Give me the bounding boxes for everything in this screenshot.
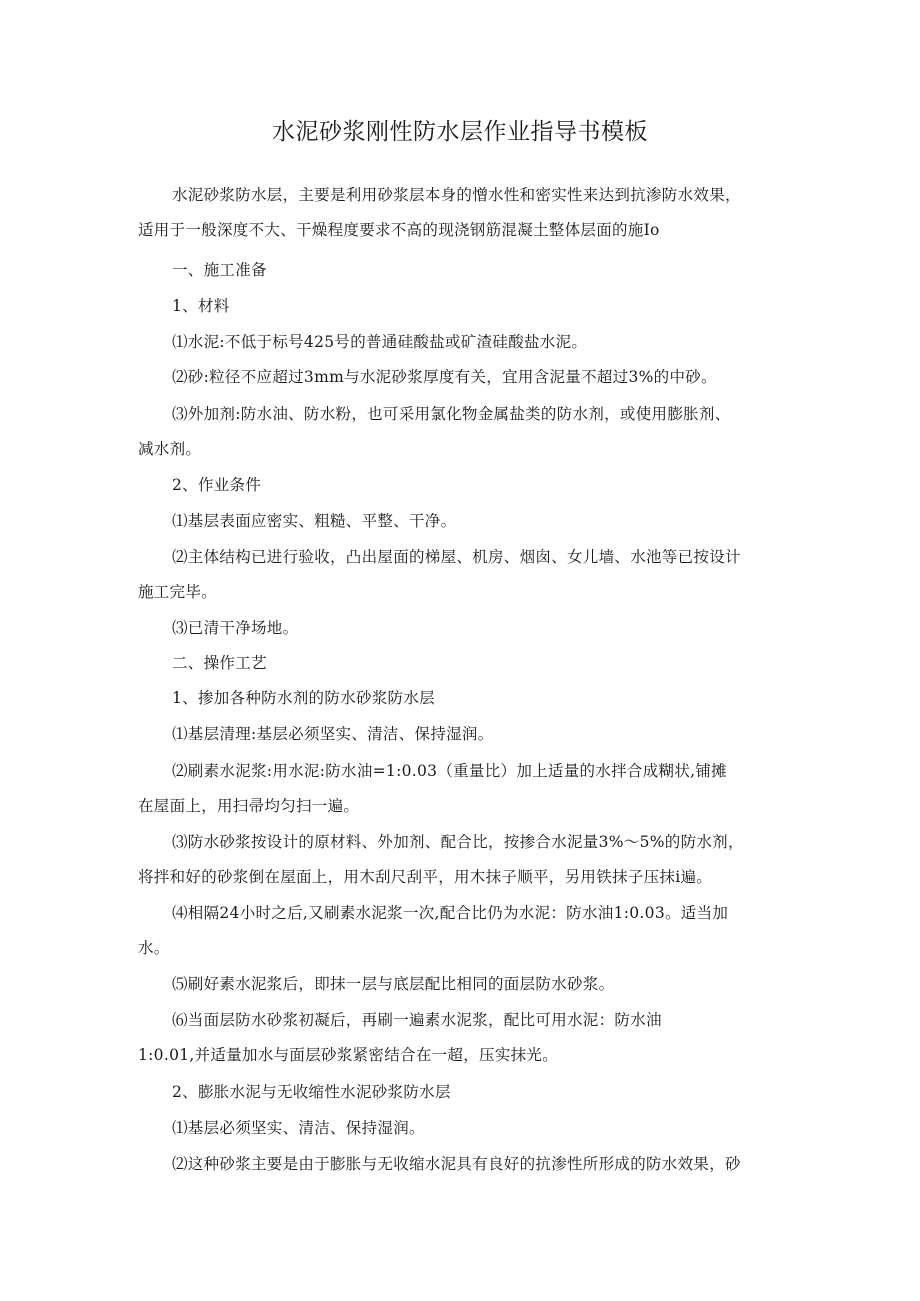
text-line: ⑴基层清理:基层必须坚实、清洁、保持湿润。 [172,725,494,743]
list-item-cement-slurry [138,754,786,823]
text-line: 1:0.01,并适量加水与面层砂浆紧密结合在一超，压实抹光。 [138,1045,559,1064]
text-line: ⑶已清干净场地。 [172,619,299,637]
list-item-surface-layer [138,967,786,1002]
text-line: ⑶防水砂浆按设计的原材料、外加剂、配合比，按掺合水泥量3%～5%的防水剂， [172,833,744,851]
subheading-work-conditions [138,468,786,503]
subheading-expansive-cement [138,1075,786,1110]
text-line: ⑵砂:粒径不应超过3mm与水泥砂浆厚度有关，宜用含泥量不超过3%的中砂。 [172,368,717,386]
list-item-final-slurry [138,1003,786,1072]
text-line: ⑵这种砂浆主要是由于膨胀与无收缩水泥具有良好的抗渗性所形成的防水效果，砂 [172,1155,741,1173]
text-line: 1、材料 [172,297,230,315]
text-line: 2、膨胀水泥与无收缩性水泥砂浆防水层 [172,1083,451,1101]
subheading-waterproof-mortar [138,681,786,716]
text-line: ⑴基层表面应密实、粗糙、平整、干净。 [172,512,457,530]
text-line: 将拌和好的砂浆倒在屋面上，用木刮尺刮平，用木抹子顺平，另用铁抹子压抹i遍。 [138,867,713,886]
text-line: ⑷相隔24小时之后,又刷素水泥浆一次,配合比仍为水泥：防水油1:0.03。适当加 [172,904,729,922]
text-line: 适用于一般深度不大、干燥程度要求不高的现浇钢筋混凝土整体层面的施Io [138,220,660,239]
text-line: ⑵主体结构已进行验收，凸出屋面的梯屋、机房、烟囱、女儿墙、水池等已按设计 [172,548,741,566]
list-item-24-hours [138,896,786,965]
text-line: 施工完毕。 [138,582,218,601]
text-line: ⑴基层必须坚实、清洁、保持湿润。 [172,1119,425,1137]
document-title: 水泥砂浆刚性防水层作业指导书模板 [272,119,648,145]
subheading-materials [138,289,786,324]
text-line: 1、掺加各种防水剂的防水砂浆防水层 [172,689,435,707]
text-line: ⑴水泥:不低于标号425号的普通硅酸盐或矿渣硅酸盐水泥。 [172,333,588,351]
section-heading-process [138,646,786,681]
list-item-site-cleared [138,611,786,646]
list-item-cement [138,325,786,360]
text-line: ⑶外加剂:防水油、防水粉，也可采用氯化物金属盐类的防水剂，或使用膨胀剂、 [172,405,731,423]
text-line: 水泥砂浆防水层，主要是利用砂浆层本身的憎水性和密实性来达到抗渗防水效果， [172,186,741,204]
list-item-admixture [138,397,786,466]
list-item-sand [138,360,786,395]
list-item-base-surface [138,504,786,539]
text-line: 二、操作工艺 [172,654,267,672]
text-line: 2、作业条件 [172,476,262,494]
text-line: ⑹当面层防水砂浆初凝后，再刷一遍素水泥浆，配比可用水泥：防水油 [172,1011,662,1029]
text-line: 减水剂。 [138,439,202,458]
list-item-base-cleaning [138,717,786,752]
list-item-mortar-principle [138,1147,786,1182]
list-item-base-requirements [138,1111,786,1146]
section-heading-preparation [138,253,786,288]
list-item-mortar-mix [138,825,786,894]
text-line: ⑵刷素水泥浆:用水泥:防水油=1:0.03（重量比）加上适量的水拌合成糊状,铺摊 [172,762,727,780]
paragraph-intro [138,178,786,247]
list-item-structure [138,540,786,609]
text-line: 在屋面上，用扫帚均匀扫一遍。 [138,796,360,815]
text-line: 一、施工准备 [172,261,267,279]
text-line: 水。 [138,938,170,957]
text-line: ⑸刷好素水泥浆后，即抹一层与底层配比相同的面层防水砂浆。 [172,975,615,993]
